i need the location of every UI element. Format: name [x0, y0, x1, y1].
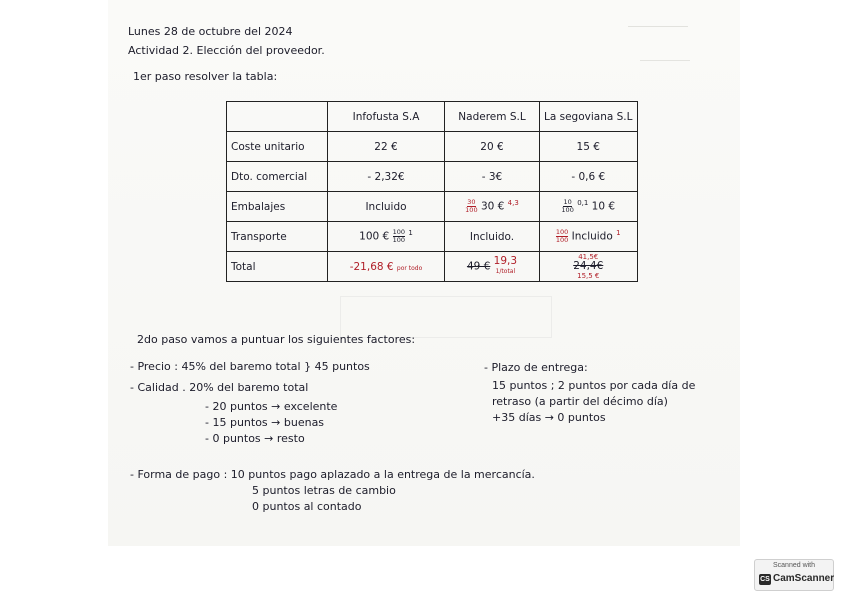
table-cell: 22 € [328, 132, 445, 162]
table-header-row [227, 102, 638, 132]
table-header-cell: La segoviana S.L [540, 102, 638, 132]
table-header-cell: Naderem S.L [445, 102, 540, 132]
fraction-top: 100 [555, 228, 569, 236]
camscanner-app-name: CamScanner [773, 573, 835, 584]
plazo-line: - Plazo de entrega: [484, 361, 588, 374]
row-label: Coste unitario [227, 132, 328, 162]
table-cell: 20 € [445, 132, 540, 162]
struck-value: 24,4€ [573, 260, 604, 272]
red-fraction [465, 199, 477, 214]
table-cell: - 0,6 € [540, 162, 638, 192]
fraction [561, 199, 573, 214]
fraction-top: 30 [467, 198, 476, 206]
plazo-line: +35 días → 0 puntos [492, 411, 606, 424]
red-total-value: -21,68 € [349, 260, 394, 273]
table-cell [328, 252, 445, 282]
table-cell [445, 252, 540, 282]
fraction-top: 100 [392, 228, 405, 236]
bleed-through-mark [640, 40, 690, 61]
plazo-line: 15 puntos ; 2 puntos por cada día de [492, 379, 696, 392]
table-cell: - 3€ [445, 162, 540, 192]
calidad-item: - 15 puntos → buenas [205, 416, 325, 429]
fraction-bottom: 100 [555, 236, 569, 244]
activity-title: Actividad 2. Elección del proveedor. [128, 44, 325, 57]
row-label: Transporte [227, 222, 328, 252]
red-fraction [556, 229, 568, 244]
fraction-bottom: 100 [465, 206, 478, 214]
table-cell: - 2,32€ [328, 162, 445, 192]
cell-value: 30 € [480, 200, 505, 213]
precio-line: - Precio : 45% del baremo total } 45 puntos [130, 360, 370, 373]
fraction-top: 10 [563, 198, 572, 206]
cell-value: 100 € [359, 230, 390, 243]
camscanner-badge [754, 559, 834, 591]
date-line: Lunes 28 de octubre del 2024 [128, 25, 293, 38]
step1-label: 1er paso resolver la tabla: [133, 70, 278, 83]
row-label: Dto. comercial [227, 162, 328, 192]
camscanner-logo-icon: CS [760, 576, 770, 583]
table-header-cell [227, 102, 328, 132]
table-cell [540, 222, 638, 252]
corrected-value: 19,3 [493, 255, 518, 267]
table-cell [328, 222, 445, 252]
annotation: 0,1 [577, 199, 589, 207]
table-cell [540, 192, 638, 222]
table-row [227, 222, 638, 252]
stacked-totals [573, 252, 603, 281]
corrected-value: 15,5 € [577, 272, 600, 280]
plazo-line: retraso (a partir del décimo día) [492, 395, 668, 408]
red-annotation: por todo [396, 264, 423, 272]
calidad-item: - 20 puntos → excelente [205, 400, 338, 413]
red-annotation: 4,3 [507, 199, 519, 207]
table-cell: Incluido. [445, 222, 540, 252]
table-cell: Incluido [328, 192, 445, 222]
red-annotation: 41,5€ [578, 253, 599, 261]
fraction-bottom: 100 [392, 236, 405, 244]
annotation: 1 [408, 229, 413, 237]
red-correction [494, 257, 517, 276]
fraction-bottom: 100 [561, 206, 574, 214]
red-annotation: 1 [616, 229, 621, 237]
table-row [227, 192, 638, 222]
table-cell: 15 € [540, 132, 638, 162]
calidad-item: - 0 puntos → resto [205, 432, 305, 445]
table-cell [445, 192, 540, 222]
fraction [393, 229, 405, 244]
cell-value: 10 € [591, 200, 616, 213]
row-label: Total [227, 252, 328, 282]
calidad-line: - Calidad . 20% del baremo total [130, 381, 309, 394]
pago-line: 5 puntos letras de cambio [252, 484, 396, 497]
table-row [227, 132, 638, 162]
struck-value: 49 € [466, 260, 491, 273]
table-row [227, 162, 638, 192]
pago-line: - Forma de pago : 10 puntos pago aplazado a la entrega de la mercancía. [130, 468, 535, 481]
cell-value: Incluido [571, 230, 613, 243]
pago-line: 0 puntos al contado [252, 500, 362, 513]
bleed-through-mark [340, 296, 552, 338]
table-row [227, 252, 638, 282]
bleed-through-mark [628, 8, 688, 27]
red-annotation: 1/total [495, 268, 516, 275]
supplier-comparison-table [226, 101, 638, 282]
step2-title: 2do paso vamos a puntuar los siguientes factores: [137, 333, 416, 346]
scanned-with-label: Scanned with [772, 562, 816, 569]
table-header-cell: Infofusta S.A [328, 102, 445, 132]
row-label: Embalajes [227, 192, 328, 222]
table-cell [540, 252, 638, 282]
